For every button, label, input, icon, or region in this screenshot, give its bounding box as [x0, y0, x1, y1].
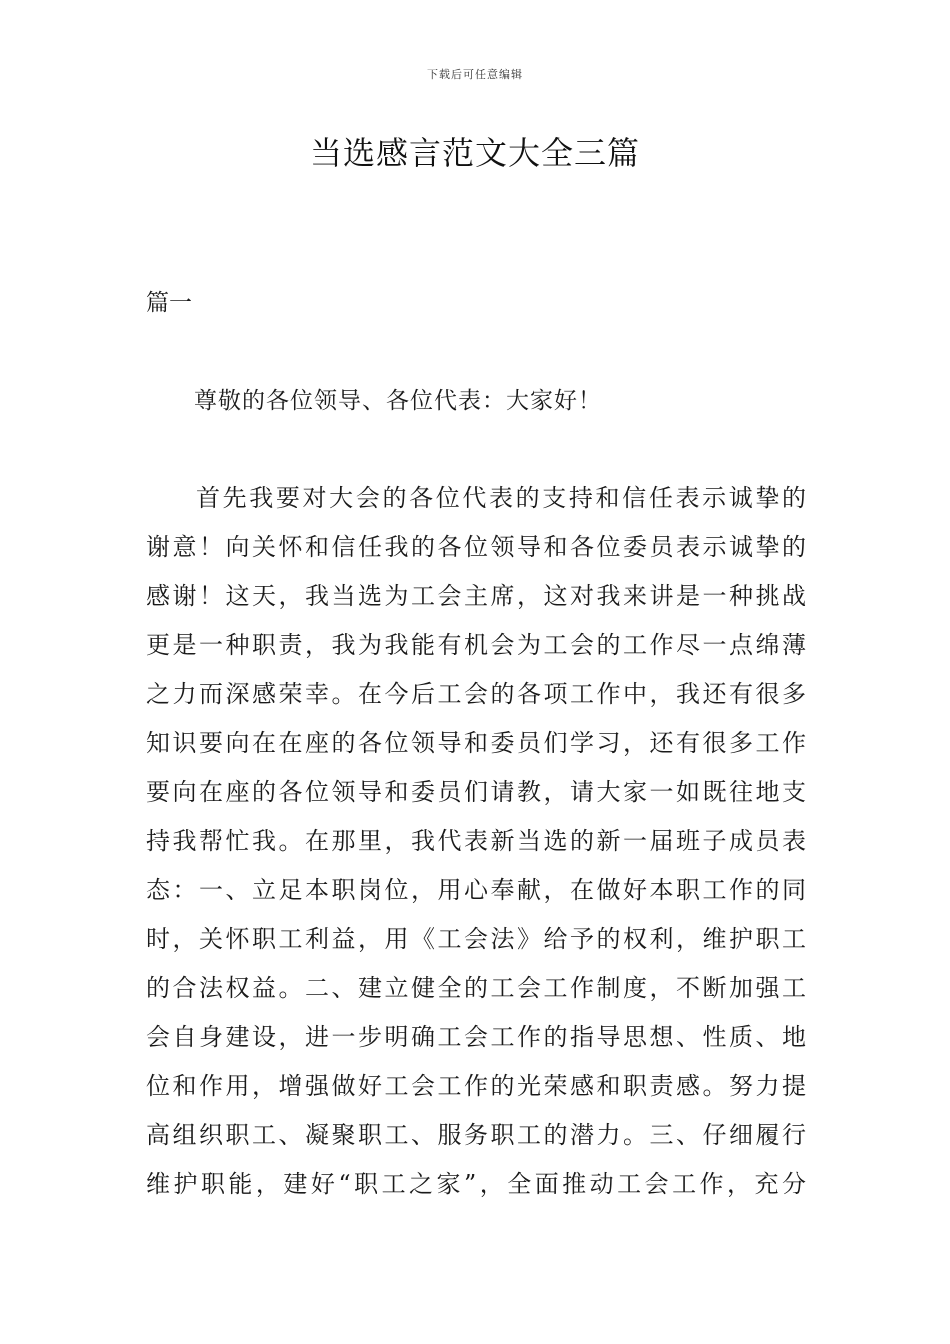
body-line: 时，关怀职工利益，用《工会法》给予的权利，维护职工	[146, 925, 806, 953]
body-line: 高组织职工、凝聚职工、服务职工的潜力。三、仔细履行	[146, 1121, 806, 1149]
body-line: 持我帮忙我。在那里，我代表新当选的新一届班子成员表	[146, 827, 806, 855]
body-line: 谢意！向关怀和信任我的各位领导和各位委员表示诚挚的	[146, 533, 806, 561]
body-line: 的合法权益。二、建立健全的工会工作制度，不断加强工	[146, 974, 806, 1002]
body-paragraph	[146, 478, 806, 1213]
header-note: 下载后可任意编辑	[427, 68, 523, 81]
body-line: 会自身建设，进一步明确工会工作的指导思想、性质、地	[146, 1023, 806, 1051]
body-line: 之力而深感荣幸。在今后工会的各项工作中，我还有很多	[146, 680, 806, 708]
body-line: 首先我要对大会的各位代表的支持和信任表示诚挚的	[196, 484, 806, 512]
body-line: 态：一、立足本职岗位，用心奉献，在做好本职工作的同	[146, 876, 806, 904]
body-line: 更是一种职责，我为我能有机会为工会的工作尽一点绵薄	[146, 631, 806, 659]
salutation: 尊敬的各位领导、各位代表：大家好！	[194, 388, 602, 414]
body-line: 知识要向在在座的各位领导和委员们学习，还有很多工作	[146, 729, 806, 757]
document-title: 当选感言范文大全三篇	[309, 134, 640, 172]
body-line: 要向在座的各位领导和委员们请教，请大家一如既往地支	[146, 778, 806, 806]
body-line: 位和作用，增强做好工会工作的光荣感和职责感。努力提	[146, 1072, 806, 1100]
body-line: 维护职能，建好“职工之家”，全面推动工会工作，充分	[146, 1170, 806, 1198]
section-heading: 篇一	[146, 290, 192, 316]
body-line: 感谢！这天，我当选为工会主席，这对我来讲是一种挑战	[146, 582, 806, 610]
